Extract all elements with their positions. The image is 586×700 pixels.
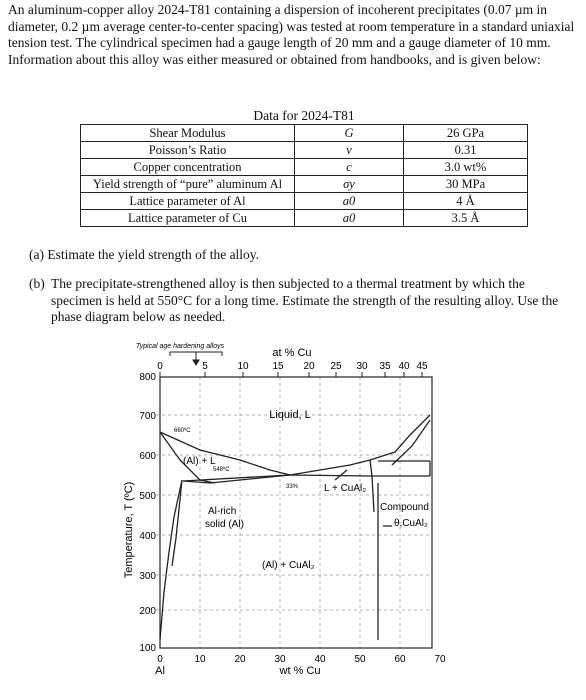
age-hardening-bracket	[170, 352, 222, 365]
bottom-tick-label: 20	[234, 654, 246, 665]
question-a-text: Estimate the yield strength of the alloy.	[47, 247, 260, 262]
question-b-text: The precipitate-strengthened alloy is then subjected to a thermal treatment by which the specimen is held at 550°C for a long time. Estimate the strength of the resulting alloy. Use the phase diagram below as needed.	[51, 276, 559, 325]
liquid-label: Liquid, L	[269, 409, 311, 421]
al-cu-phase-diagram	[0, 340, 586, 700]
bottom-tick-label: 0	[157, 654, 163, 665]
top-tick-label: 25	[330, 361, 342, 372]
left-tick-label: 700	[139, 411, 156, 422]
value-cell: 3.5 Å	[404, 210, 528, 227]
bottom-tick-label: 30	[274, 654, 286, 665]
top-tick-label: 35	[379, 361, 391, 372]
bottom-tick-labels	[157, 654, 446, 665]
problem-intro: An aluminum-copper alloy 2024-T81 containing a dispersion of incoherent precipitates (0.07 µm in diameter, 0.2 µm average center-to-center spacing) was tested at room temperature in a standard uniaxial tension test. The cylindrical specimen had a gauge length of 20 mm and a gauge diameter of 10 mm. Information about this alloy was either measured or obtained from handbooks, and is given below:	[8, 2, 575, 67]
compound-label: Compound	[380, 502, 429, 513]
age-hardening-note: Typical age hardening alloys	[135, 343, 225, 350]
liquid-cual2-label: L + CuAl₂	[324, 483, 367, 494]
pct-33-label: 33%	[286, 484, 299, 490]
symbol-cell: a0	[295, 193, 404, 210]
bottom-tick-label: 70	[434, 654, 446, 665]
table-row	[81, 159, 528, 176]
al-plus-liquid-label: (Al) + L	[183, 456, 216, 467]
top-tick-label: 30	[356, 361, 368, 372]
temp-660-label: 660ºC	[174, 428, 191, 434]
bottom-axis-label: wt % Cu	[279, 665, 321, 677]
property-cell: Lattice parameter of Cu	[81, 210, 295, 227]
symbol-cell: c	[295, 159, 404, 176]
left-tick-label: 100	[139, 643, 156, 654]
symbol-cell: σy	[295, 176, 404, 193]
bottom-tick-label: 40	[314, 654, 326, 665]
alloy-data-table	[80, 124, 528, 227]
left-tick-label: 300	[139, 571, 156, 582]
table-row	[81, 125, 528, 142]
question-b-label: (b)	[29, 276, 45, 291]
bottom-tick-label: 10	[194, 654, 206, 665]
property-cell: Yield strength of “pure” aluminum Al	[81, 176, 295, 193]
left-tick-label: 200	[139, 606, 156, 617]
al-rich-label: Al-rich	[208, 506, 237, 517]
left-tick-label: 800	[139, 372, 156, 383]
value-cell: 4 Å	[404, 193, 528, 210]
left-tick-label: 500	[139, 491, 156, 502]
table-title: Data for 2024-T81	[253, 108, 355, 123]
table-row	[81, 210, 528, 227]
value-cell: 30 MPa	[404, 176, 528, 193]
table-row	[81, 193, 528, 210]
property-cell: Shear Modulus	[81, 125, 295, 142]
top-tick-label: 45	[416, 361, 428, 372]
left-axis-label: Temperature, T (ºC)	[123, 481, 135, 579]
question-a-label: (a)	[29, 247, 44, 262]
top-tick-label: 10	[237, 361, 249, 372]
solid-al-label: solid (Al)	[205, 519, 244, 530]
phase-boundaries	[160, 415, 430, 640]
question-a	[29, 247, 259, 264]
table-row	[81, 176, 528, 193]
property-cell: Lattice parameter of Al	[81, 193, 295, 210]
left-tick-labels	[139, 372, 156, 654]
left-tick-label: 600	[139, 451, 156, 462]
symbol-cell: a0	[295, 210, 404, 227]
table-row	[81, 142, 528, 159]
property-cell: Copper concentration	[81, 159, 295, 176]
top-tick-label: 5	[202, 361, 208, 372]
top-axis-label: at % Cu	[272, 347, 312, 359]
value-cell: 26 GPa	[404, 125, 528, 142]
bottom-tick-label: 50	[354, 654, 366, 665]
al-cual2-label: (Al) + CuAl₂	[262, 560, 315, 571]
value-cell: 0.31	[404, 142, 528, 159]
symbol-cell: ν	[295, 142, 404, 159]
element-al-label: Al	[155, 665, 165, 677]
value-cell: 3.0 wt%	[404, 159, 528, 176]
top-axis-ticks	[160, 372, 422, 377]
top-tick-label: 40	[398, 361, 410, 372]
top-tick-label: 0	[157, 361, 163, 372]
top-tick-label: 20	[303, 361, 315, 372]
left-tick-label: 400	[139, 531, 156, 542]
theta-cual2-label: θ,CuAl₂	[394, 518, 428, 529]
temp-548-label: 548ºC	[213, 467, 230, 473]
question-b	[29, 276, 569, 326]
symbol-cell: G	[295, 125, 404, 142]
top-tick-label: 15	[272, 361, 284, 372]
property-cell: Poisson’s Ratio	[81, 142, 295, 159]
bottom-tick-label: 60	[394, 654, 406, 665]
